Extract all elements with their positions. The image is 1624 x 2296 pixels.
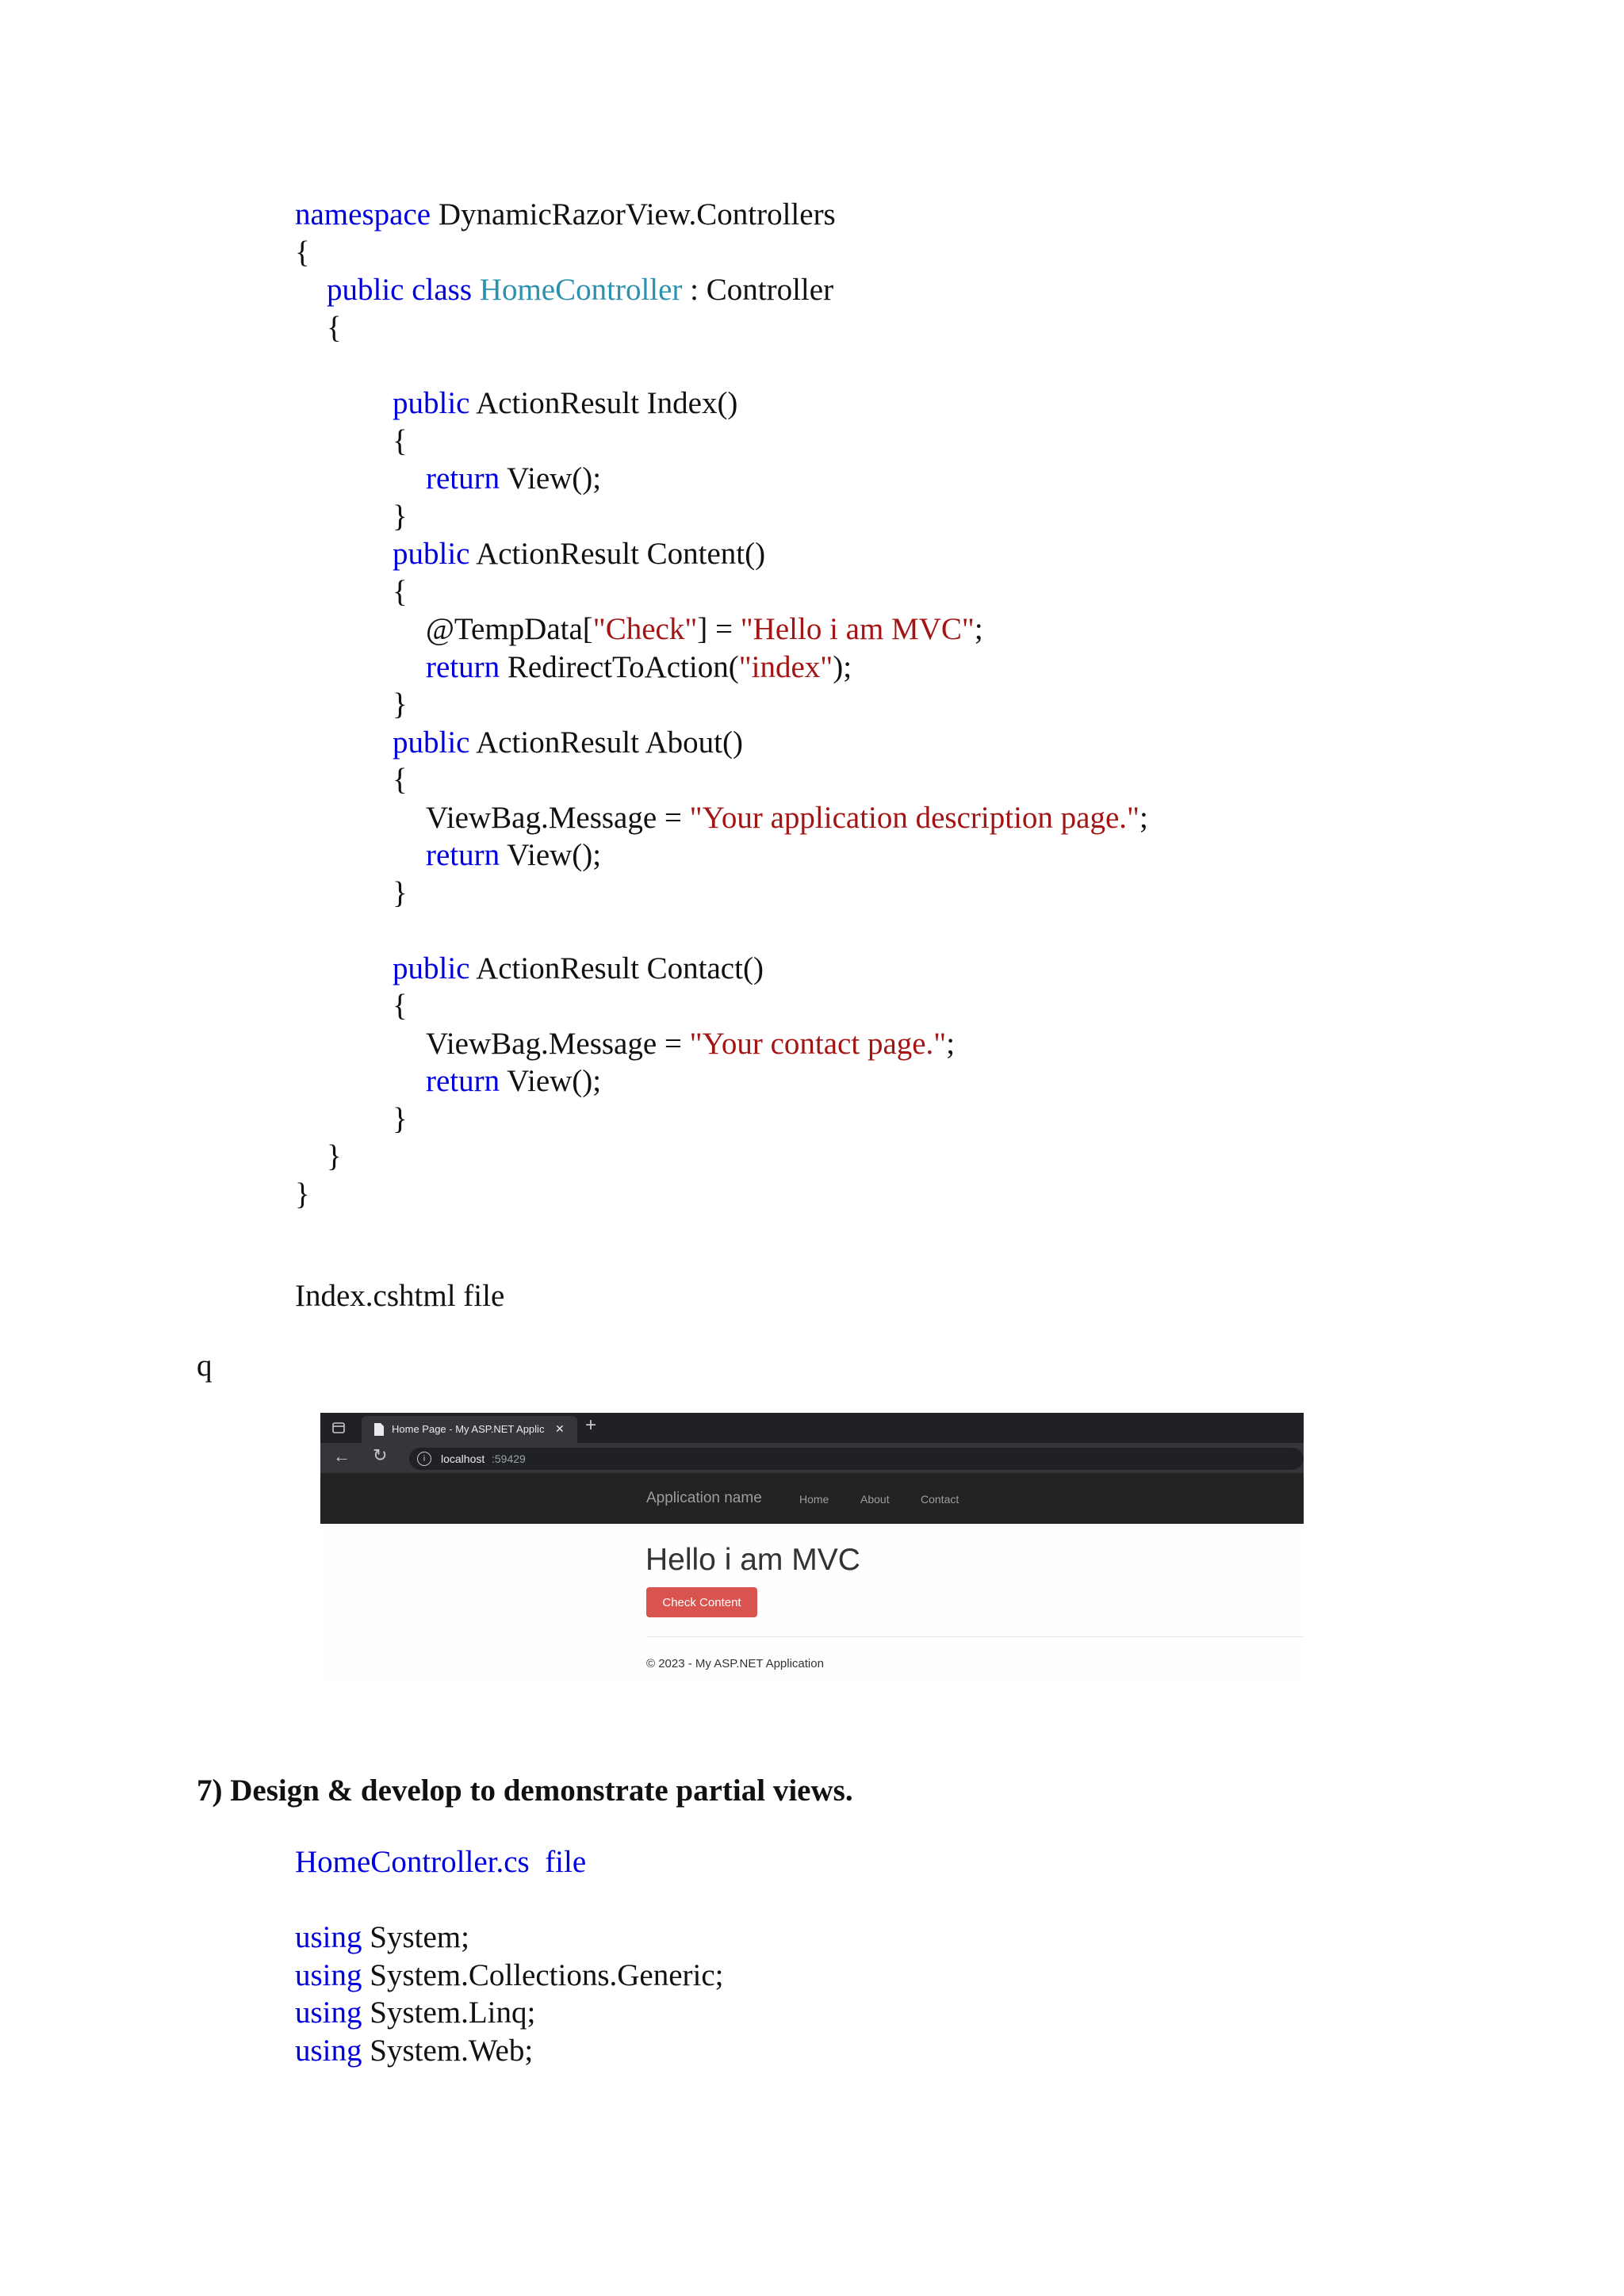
url-input[interactable]: [409, 1448, 1304, 1470]
code-line: {: [393, 763, 408, 797]
tab-title: Home Page - My ASP.NET Applic: [392, 1423, 545, 1435]
code-text: : Controller: [682, 273, 834, 307]
new-tab-icon[interactable]: +: [585, 1414, 597, 1436]
code-text: @TempData[: [426, 612, 593, 646]
code-line: [295, 1957, 724, 1994]
back-icon[interactable]: ←: [333, 1446, 350, 1466]
code-string: "Your contact page.": [689, 1027, 947, 1061]
code-line: }: [295, 1177, 310, 1211]
nav-link-contact[interactable]: Contact: [921, 1493, 959, 1506]
code-keyword: public: [393, 951, 470, 985]
code-string: "Your application description page.": [689, 801, 1139, 835]
code-text: );: [833, 650, 852, 684]
code-keyword: using: [295, 2034, 362, 2068]
code-text: ActionResult Contact(): [469, 951, 764, 985]
code-line: [393, 951, 764, 987]
page-heading: Hello i am MVC: [645, 1543, 860, 1577]
code-string: "Check": [592, 612, 698, 646]
code-line: {: [327, 311, 342, 345]
code-keyword: namespace: [295, 197, 431, 232]
code-line: [426, 461, 601, 497]
code-line: [426, 649, 852, 686]
footer-text: © 2023 - My ASP.NET Application: [646, 1657, 824, 1670]
nav-link-about[interactable]: About: [860, 1493, 890, 1506]
code-keyword: using: [295, 1920, 362, 1954]
code-text: ViewBag.Message =: [426, 801, 690, 835]
code-line: [295, 1995, 535, 2031]
code-line: }: [393, 499, 408, 534]
code-line: [327, 272, 833, 308]
code-line: }: [393, 687, 408, 721]
section-heading: 7) Design & develop to demonstrate partial views.: [197, 1774, 853, 1808]
code-line: [393, 385, 737, 422]
code-text: ] =: [697, 612, 741, 646]
code-keyword: using: [295, 1996, 362, 2030]
stray-character: q: [197, 1349, 213, 1383]
browser-screenshot: [320, 1413, 1304, 1682]
url-host: localhost: [441, 1452, 485, 1465]
nav-brand[interactable]: Application name: [646, 1490, 762, 1506]
code-keyword: return: [426, 650, 500, 684]
code-type: HomeController: [479, 273, 683, 307]
code-keyword: public: [393, 725, 470, 760]
code-keyword: public: [393, 386, 470, 420]
index-file-label: Index.cshtml file: [295, 1279, 505, 1313]
code-keyword: public class: [327, 273, 473, 307]
code-text: System.Linq;: [362, 1996, 536, 2030]
code-line: [426, 800, 1148, 836]
code-line: [426, 1063, 601, 1100]
code-line: {: [393, 424, 408, 458]
browser-tab-bar: [320, 1413, 1304, 1443]
code-line: [295, 1919, 469, 1956]
info-icon[interactable]: i: [417, 1452, 431, 1466]
code-text: ActionResult About(): [469, 725, 743, 760]
code-line: {: [393, 989, 408, 1023]
url-port: :59429: [492, 1452, 526, 1465]
code-line: [426, 611, 983, 648]
code-text: RedirectToAction(: [500, 650, 739, 684]
code-text: ;: [1139, 801, 1148, 835]
code-text: DynamicRazorView.Controllers: [431, 197, 836, 232]
code-line: [295, 2033, 533, 2069]
code-string: "index": [738, 650, 833, 684]
code-text: System.Collections.Generic;: [362, 1958, 724, 1992]
code-line: {: [295, 235, 310, 270]
page-icon: [373, 1422, 385, 1437]
code-text: System;: [362, 1920, 469, 1954]
nav-link-home[interactable]: Home: [799, 1493, 829, 1506]
code-line: [393, 536, 765, 572]
code-keyword: using: [295, 1958, 362, 1992]
code-text: ;: [974, 612, 983, 646]
reload-icon[interactable]: ↻: [373, 1445, 388, 1465]
site-navbar: [320, 1473, 1304, 1524]
code-line: [295, 197, 836, 233]
code-line: {: [393, 575, 408, 609]
code-line: [426, 837, 601, 874]
divider: [646, 1636, 1304, 1637]
code-keyword: return: [426, 838, 500, 872]
code-text: View();: [500, 838, 602, 872]
check-content-button[interactable]: Check Content: [646, 1587, 757, 1617]
code-line: [393, 725, 743, 761]
code-text: ;: [946, 1027, 956, 1061]
code-keyword: return: [426, 461, 500, 496]
code-text: ViewBag.Message =: [426, 1027, 690, 1061]
code-line: [426, 1026, 955, 1062]
code-text: View();: [500, 1064, 602, 1098]
tab-close-icon[interactable]: ✕: [555, 1422, 565, 1435]
code-keyword: public: [393, 537, 470, 571]
code-line: }: [393, 876, 408, 910]
tab-actions-icon[interactable]: [331, 1421, 346, 1435]
code-text: ActionResult Index(): [469, 386, 738, 420]
code-text: View();: [500, 461, 602, 496]
code-text: System.Web;: [362, 2034, 534, 2068]
code-keyword: return: [426, 1064, 500, 1098]
code-text: ActionResult Content(): [469, 537, 766, 571]
browser-tab[interactable]: [362, 1416, 577, 1443]
code-string: "Hello i am MVC": [740, 612, 975, 646]
code-line: }: [393, 1102, 408, 1136]
file-label: HomeController.cs file: [295, 1845, 587, 1879]
code-line: }: [327, 1139, 342, 1173]
